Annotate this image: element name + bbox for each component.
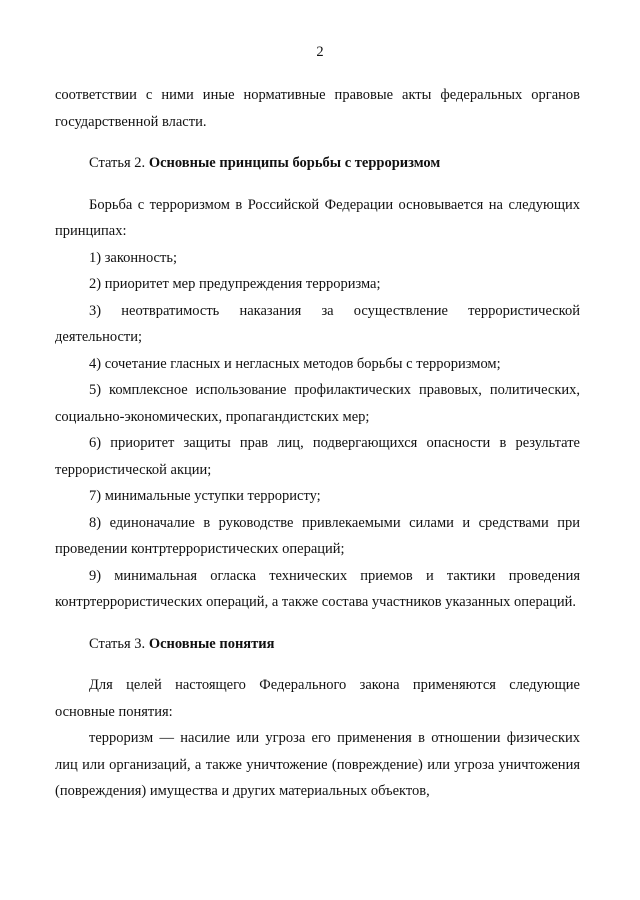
principle-item: 4) сочетание гласных и негласных методов борьбы с терроризмом; <box>89 355 501 372</box>
document-body <box>55 82 580 805</box>
principle-item: 3) неотвратимость наказания за осуществление террористической деятельности; <box>55 302 580 345</box>
principle-item: 7) минимальные уступки террористу; <box>89 488 321 504</box>
principle-item: 9) минимальная огласка технических приемов и тактики проведения контртеррористических операций, а также состава участников указанных операций. <box>55 567 580 610</box>
definition-terrorism: терроризм — насилие или угроза его применения в отношении физических лиц или организаций, а также уничтожение (повреждение) или угроза уничтожения (повреждения) имущества и других материальных объектов, <box>55 730 580 799</box>
principle-item: 8) единоначалие в руководстве привлекаемыми силами и средствами при проведении контртеррористических операций; <box>55 514 580 557</box>
article-2-title: Основные принципы борьбы с терроризмом <box>148 155 441 171</box>
article-2-number: Статья 2. <box>89 155 149 171</box>
principle-item: 5) комплексное использование профилактических правовых, политических, социально-экономических, пропагандистских мер; <box>55 382 580 425</box>
paragraph-continuation: соответствии с ними иные нормативные правовые акты федеральных органов государственной власти. <box>55 87 580 130</box>
paragraph-principles-intro: Борьба с терроризмом в Российской Федерации основывается на следующих принципах: <box>55 196 580 239</box>
principle-item: 6) приоритет защиты прав лиц, подвергающихся опасности в результате террористической акции; <box>55 435 580 478</box>
article-2-heading <box>55 150 580 177</box>
article-3-heading <box>55 631 580 658</box>
paragraph-definitions-intro: Для целей настоящего Федерального закона применяются следующие основные понятия: <box>55 677 580 720</box>
article-3-title: Основные понятия <box>148 635 275 652</box>
principle-item: 2) приоритет мер предупреждения терроризма; <box>89 276 381 292</box>
article-3-number: Статья 3. <box>89 635 149 652</box>
principle-item: 1) законность; <box>89 249 177 266</box>
page-number: 2 <box>316 44 324 60</box>
